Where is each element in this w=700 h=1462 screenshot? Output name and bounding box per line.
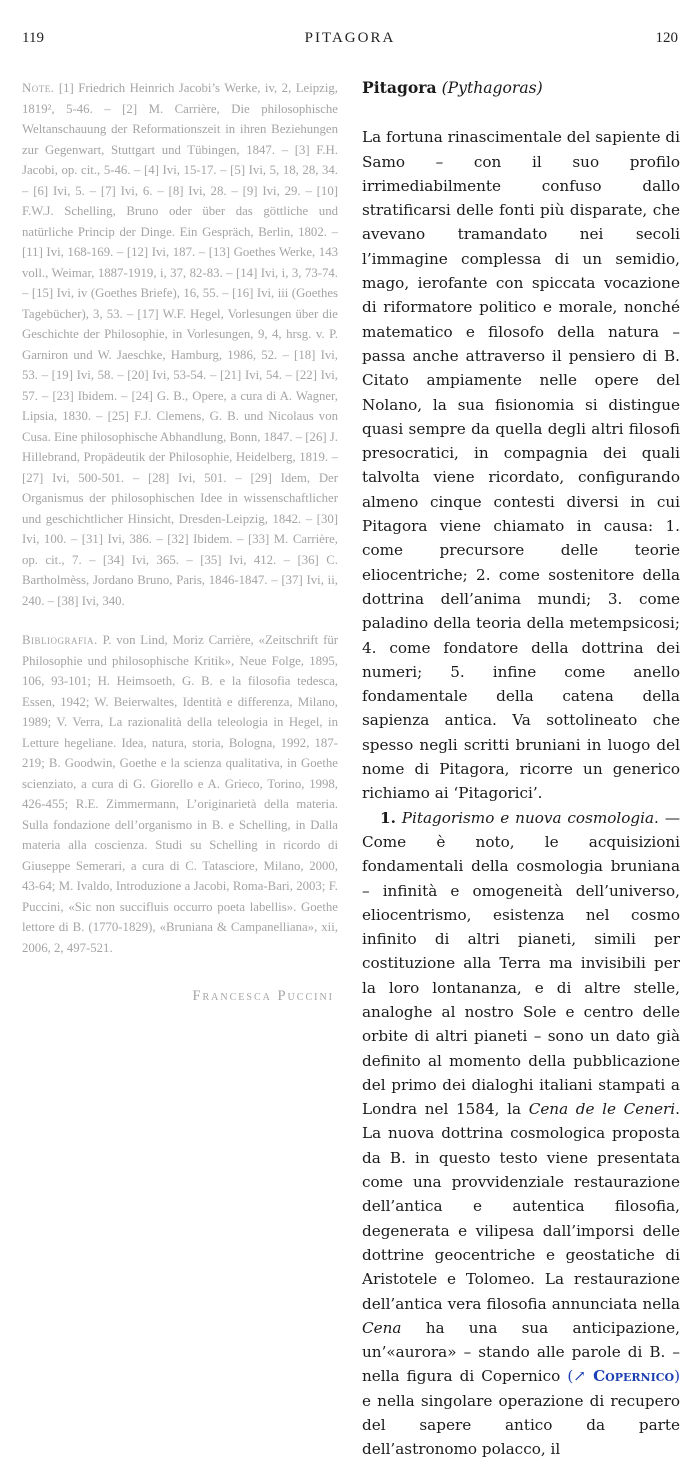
notes-text: [1] Friedrich Heinrich Jacobi’s Werke, iv, 2, Leipzig, 1819², 5-46. – [2] M. Carrière, Die philosophische Weltanschauung der Reformationszeit in ihren Beziehungen zur Gegenwart, Stuttgart und Tübingen, 1847. – [3] F.H. Jacobi, op. cit., 5-46. – [4] Ivi, 15-17. – [5] Ivi, 5, 18, 28, 34. – [6] Ivi, 5. – [7] Ivi, 6. – [8] Ivi, 28. – [9] Ivi, 29. – [10] F.W.J. Schelling, Bruno oder über das göttliche und natürliche Princip der Dinge. Ein Gespräch, Berlin, 1802. – [11] Ivi, 168-169. – [12] Ivi, 187. – [13] Goethes Werke, 143 voll., Weimar, 1887-1919, i, 37, 82-83. – [14] Ivi, i, 3, 73-74. – [15] Ivi, iv (Goethes Briefe), 16, 55. – [16] Ivi, iii (Goethes Tagebücher), 3, 53. – [17] W.F. Hegel, Vorlesungen über die Geschichte der Philosophie, in Vorlesungen, 9, 4, hrsg. v. P. Garniron und W. Jaeschke, Hamburg, 1986, 52. – [18] Ivi, 53. – [19] Ivi, 58. – [20] Ivi, 53-54. – [21] Ivi, 54. – [22] Ivi, 57. – [23] Ibidem. – [24] G. B., Opere, a cura di A. Wagner, Lipsia, 1830. – [25] F.J. Clemens, G. B. und Nicolaus von Cusa. Eine philosophische Abhandlung, Bonn, 1847. – [26] J. Hillebrand, Propädeutik der Philosophie, Heidelberg, 1819. – [27] Ivi, 500-501. – [28] Ivi, 501. – [29] Idem, Der Organismus der philosophischen Idee in wissenschaftlicher und geschichtlicher Hinsicht, Dresden-Leipzig, 1842. – [30] Ivi, 100. – [31] Ivi, 386. – [32] Ibidem. – [33] M. Carrière, op. cit., 7. – [34] Ivi, 365. – [35] Ivi, 412. – [36] C. Bartholmèss, Jordano Bruno, Paris, 1846-1847. – [37] Ivi, ii, 240. – [38] Ivi, 340. bbox=[22, 81, 338, 608]
page-number-right: 120 bbox=[655, 30, 678, 46]
entry-title-alt: (Pythagoras) bbox=[441, 79, 543, 97]
section-text-4: e nella singolare operazione di recupero del sapere antico da parte dell’astronomo polacco, il bbox=[362, 1391, 680, 1459]
section-text-1: — Come è noto, le acquisizioni fondamentali della cosmologia bruniana – infinità e omogeneità dell’universo, eliocentrismo, esistenza nel cosmo infinito di altri pianeti, simili per costituzione alla Terra ma invisibili per la loro lontananza, e di altre stelle, analoghe al nostro Sole e centro delle orbite di altri pianeti – sono un dato già definito al momento della pubblicazione del primo dei dialoghi italiani stampati a Londra nel 1584, la bbox=[362, 808, 680, 1119]
work-short-title: Cena bbox=[362, 1318, 402, 1337]
work-title: Cena de le Ceneri bbox=[528, 1100, 676, 1119]
entry-title-main: Pitagora bbox=[362, 78, 437, 97]
section-text-3: ha una sua anticipazione, un’«aurora» – stando alle parole di B. – nella figura di Copernico bbox=[362, 1318, 680, 1386]
intro-paragraph: La fortuna rinascimentale del sapiente di Samo – con il suo profilo irrimediabilmente confuso dallo stratificarsi delle fonti più disparate, che avevano tramandato nei secoli l’immagine complessa di un semidio, mago, ierofante con spiccata vocazione di riformatore politico e morale, nonché matematico e filosofo della natura – passa anche attraverso il pensiero di B. Citato ampiamente nelle opere del Nolano, la sua fisionomia si distingue quasi sempre da quella degli altri filosofi presocratici, in compagnia dei quali talvolta viene ricordato, configurando almeno cinque contesti diversi in cui Pitagora viene chiamato in causa: 1. come precursore delle teorie eliocentriche; 2. come sostenitore della dottrina dell’anima mundi; 3. come paladino della teoria della metempsicosi; 4. come fondatore della dottrina dei numeri; 5. infine come anello fondamentale della catena della sapienza antica. Va sottolineato che spesso negli scritti bruniani in luogo del nome di Pitagora, ricorre un generico richiamo ai ‘Pitagorici’. bbox=[362, 128, 680, 803]
notes-label: Note. bbox=[22, 81, 55, 95]
right-column bbox=[362, 76, 680, 1462]
section-paragraph bbox=[362, 806, 680, 1462]
entry-title bbox=[362, 76, 680, 100]
section-text-2: . La nuova dottrina cosmologica proposta da B. in questo testo viene presentata come una provvidenziale restaurazione dell’antica e autentica filosofia, degenerata e vilipesa dall’imporsi delle dottrine geocentriche e geostatiche di Aristotele e Tolomeo. La restaurazione dell’antica vera filosofia annunciata nella bbox=[362, 1100, 680, 1313]
notes-paragraph bbox=[22, 78, 338, 611]
running-head: PITAGORA bbox=[304, 30, 396, 46]
section-number: 1. bbox=[380, 808, 396, 827]
copernico-crossref-link[interactable]: (↗ Copernico) bbox=[567, 1367, 681, 1386]
bibliography-paragraph bbox=[22, 630, 338, 958]
crossref-arrow-icon: ↗ bbox=[573, 1367, 586, 1386]
bibliography-label: Bibliografia. bbox=[22, 633, 98, 647]
author-signature: Francesca Puccini bbox=[192, 988, 334, 1004]
bibliography-text: P. von Lind, Moriz Carrière, «Zeitschrift für Philosophie und philosophische Kritik», Neue Folge, 1895, 106, 93-101; H. Heimsoeth, G. B. e la filosofia tedesca, Essen, 1942; W. Beierwaltes, Identità e differenza, Milano, 1989; V. Verra, La razionalità della teleologia in Hegel, in Letture hegeliane. Idea, natura, storia, Bologna, 1992, 187-219; B. Goodwin, Goethe e la scienza qualitativa, in Goethe scienziato, a cura di G. Giorello e A. Grieco, Torino, 1998, 426-455; R.E. Zimmermann, L’originarietà della materia. Sulla fondazione dell’organismo in B. e Schelling, in Dalla materia alla coscienza. Studi su Schelling in ricordo di Giuseppe Semerari, a cura di C. Tatasciore, Milano, 2000, 43-64; M. Ivaldo, Introduzione a Jacobi, Roma-Bari, 2003; F. Puccini, «Sic non succifluis occurro poeta labellis». Goethe lettore di B. (1770-1829), «Bruniana & Campanelliana», xii, 2006, 2, 497-521. bbox=[22, 633, 338, 955]
page-header bbox=[0, 30, 700, 50]
page-number-left: 119 bbox=[22, 30, 44, 46]
section-title: Pitagorismo e nuova cosmologia. bbox=[401, 808, 659, 827]
crossref-label: Copernico bbox=[593, 1367, 675, 1386]
left-column bbox=[22, 78, 338, 1007]
